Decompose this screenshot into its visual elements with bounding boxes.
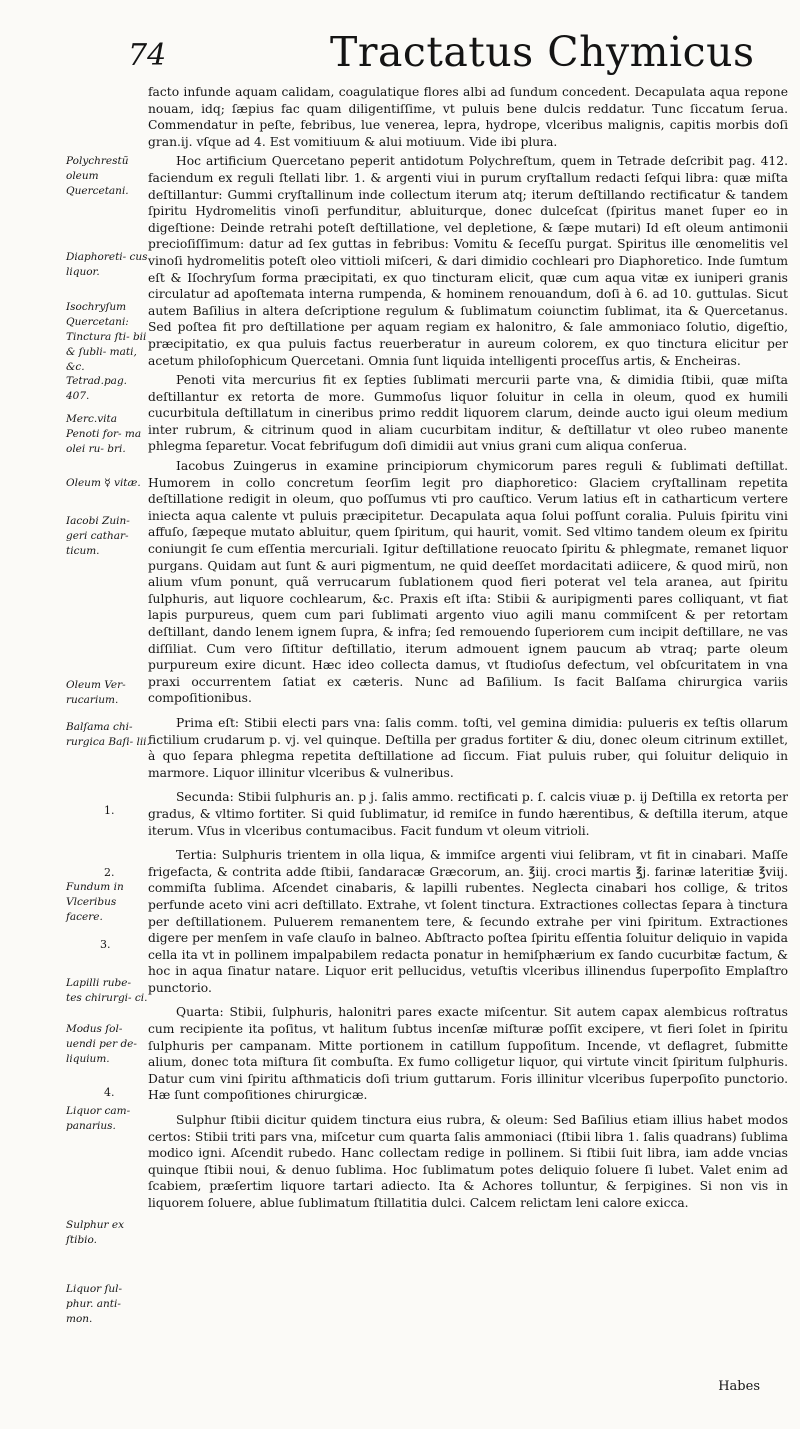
margin-note: Modus ſol- uendi per de- liquium.: [66, 1023, 137, 1065]
paragraph: Hoc artificium Quercetano peperit antidotum Polychreſtum, quem in Tetrade deſcribit pag. 412. faciendum ex reguli ſtellati libr. 1. & argenti viui in purum cryſtallum redacti ſeſqui libra: quæ miſta deſtillantur: Gummi cryſtallinum inde collectum iterum atq; iterum deſtillando rectificatur & tandem ſpiritu Hydromelitis vinoſi perfunditur, abluiturque, donec dulceſcat (ſpiritus manet ſuper eo in digeſtione: Deinde retrahi poteſt deſtillatione, vel depletione, & ſæpe mutari) Id eſt oleum antimonii precioſiſſimum: datur ad ſex guttas in febribus: Vomitu & ſeceſſu purgat. Spiritus ille œnomelitis vel vinoſi hydromelitis poteſt oleo vittioli miſceri, & dari dimidio cochleari pro Diaphoretico. Inde ſumtum eſt & Iſochryſum forma præcipitati, ex quo tincturam elicit, quæ cum aqua vitæ ex iuniperi granis circulatur ad apoſtemata interna rumpenda, & hominem renouandum, doſi à 6. ad 10. guttulas. Sicut autem Baſilius in altera deſcriptione regulum & ſublimatum coiunctim ſublimat, ita & Quercetanus. Sed poſtea fit pro deſtillatione per aquam regiam ex halonitro, & ſale ammoniaco ſolutio, digeſtio, præcipitatio, ex qua puluis factus reuerberatur in aureum colorem, ex quo tinctura elicitur per acetum philoſophicum Quercetani. Omnia ſunt liquida intelligenti proceſſus artis, & Encheiras.: [148, 154, 788, 368]
margin-note: Diaphoreti- cus liquor.: [66, 251, 148, 278]
margin-note: Lapilli rube- tes chirurgi- ci.: [66, 977, 148, 1004]
paragraph: facto infunde aquam calidam, coagulatique flores albi ad ſundum concedent. Decapulata aqua repone nouam, idq; ſæpius fac quam diligentiſſime, vt puluis bene dulcis reddatur. Tunc ſiccatum ſerua. Commendatur in peſte, febribus, lue venerea, lepra, hydrope, vlceribus malignis, capitis morbis doſi gran.ij. vſque ad 4. Est vomitiuum & alui motiuum. Vide ibi plura.: [148, 85, 788, 149]
section-number: 3.: [100, 938, 111, 951]
paragraph: Quarta: Stibii, ſulphuris, halonitri pares exacte miſcentur. Sit autem capax alembicus roſtratus cum recipiente ita poſitus, vt halitum ſubtus incenſæ miſturæ poſſit excipere, vt fieri ſolet in ſpiritu ſulphuris per campanam. Mitte portionem in catillum ſuppoſitum. Incende, vt deflagret, ſubmitte alium, donec tota miſtura ſit combuſta. Ex fumo colligetur liquor, qui virtute vincit ſpiritum ſulphuris. Datur cum vini ſpiritu aſthmaticis doſi trium guttarum. Foris illinitur vlceribus ſuperpoſito punctorio. Hæ ſunt compoſitiones chirurgicæ.: [148, 1005, 788, 1103]
section-number: 4.: [104, 1086, 115, 1099]
paragraph: Sulphur ſtibii dicitur quidem tinctura eius rubra, & oleum: Sed Baſilius etiam illius habet modos certos: Stibii triti pars vna, miſcetur cum quarta ſalis ammoniaci (ſtibii libra 1. ſalis quadrans) ſublima modico igni. Aſcendit rubedo. Hanc collectam redige in pollinem. Si ſtibii ſuit libra, iam adde vncias quinque ſtibii noui, & denuo ſublima. Hoc ſublimatum potes deliquio ſoluere ſi lubet. Valet enim ad ſcabiem, præſertim liquore tartari adiecto. Ita & Achores tolluntur, & ſerpigines. Si non vis in liquorem ſoluere, ablue ſublimatum ſtillatitia dulci. Calcem relictam leni calore exicca.: [148, 1113, 788, 1210]
margin-note: Oleum Ver- rucarium.: [66, 679, 126, 706]
margin-note: Polychrestũ oleum Quercetani.: [66, 155, 129, 197]
paragraph: Prima eſt: Stibii electi pars vna: ſalis comm. toſti, vel gemina dimidia: pulueris ex teſtis ollarum fictilium crudarum p. vj. vel quinque. Deſtilla per gradus fortiter & diu, donec oleum citrinum extillet, à quo ſepara phlegma repetita deſtillatione ad ſiccum. Fiat puluis ruber, qui ſoluitur deliquio in marmore. Liquor illinitur vlceribus & vulneribus.: [148, 715, 788, 780]
main-text: [148, 84, 788, 1215]
page-number: 74: [128, 38, 167, 73]
margin-note: Sulphur ex ſtibio.: [66, 1219, 125, 1246]
paragraph: Tertia: Sulphuris trientem in olla liqua, & immiſce argenti viui ſelibram, vt fit in cinabari. Maſſe frigefacta, & contrita adde ſtibii, ſandaracæ Græcorum, an. ℥iij. croci martis ℥j. farinæ lateritiæ ℥viij. commiſta ſublima. Aſcendet cinabaris, & lapilli rubentes. Neglecta cinabari hos collige, & tritos perfunde aceto vini acri deſtillato. Extrahe, vt ſolent tinctura. Extractiones collectas ſepara à tinctura per deſtillationem. Puluerem remanentem tere, & ſecundo extrahe per vini ſpiritum. Extractiones digere per menſem in vaſe clauſo in balneo. Abſtracto poſtea ſpiritu eſſentia ſoluitur deliquio in vapida cella ita vt in pollinem impalpabilem redacta ponatur in hemiſphærium ex ſando cucurbitæ factum, & hoc in aqua ſinatur natare. Liquor erit pellucidus, vetuſtis vlceribus illinendus ſuperpoſito Emplaſtro punctorio.: [148, 848, 788, 995]
page-header: [0, 14, 800, 74]
catchword: Habes: [718, 1379, 760, 1394]
margin-note: Liquor ſul- phur. anti- mon.: [66, 1283, 123, 1325]
margin-note: Iacobi Zuin- geri cathar- ticum.: [66, 515, 130, 557]
paragraph: Penoti vita mercurius fit ex ſepties ſublimati mercurii parte vna, & dimidia ſtibii, quæ miſta deſtillantur ex retorta de more. Gummoſus liquor ſoluitur in cella in oleum, quod ex humili cucurbitula deſtillatum in cineribus primo reddit liquorem clarum, deinde aucto igui oleum medium inter rubrum, & citrinum quod in aliam cucurbitam inditur, & deſtillatur vt oleo rubeo manente phlegma ſeparetur. Vocat febrifugum doſi dimidii aut vnius grani cum aliqua conſerua.: [148, 373, 788, 454]
paragraph: Secunda: Stibii ſulphuris an. p j. ſalis ammo. rectificati p. ſ. calcis viuæ p. ij Deſtilla ex retorta per gradus, & vltimo fortiter. Si quid ſublimatur, id remiſce in fundo hærentibus, & deſtilla iterum, atque iterum. Vſus in vlceribus contumacibus. Facit fundum vt oleum vitrioli.: [148, 790, 788, 838]
paragraph: Iacobus Zuingerus in examine principiorum chymicorum pares reguli & ſublimati deſtillat. Humorem in collo concretum ſeorſim legit pro diaphoretico: Glaciem cryſtallinam repetita deſtillatione redigit in oleum, quo poſſumus vti pro cauſtico. Verum latius eſt in catharticum vertere iniecta aqua calente vt puluis præcipitetur. Decapulata aqua ſolui poſſunt coralia. Puluis ſpiritu vini affuſo, ſæpeque mutato abluitur, quem ſpiritum, qui haurit, vomit. Sed vltimo tandem oleum ex ſpiritu coniungit ſe cum eſſentia mercuriali. Igitur deſtillatione reuocato ſpiritu & phlegmate, remanet liquor purgans. Quidam aut ſunt & auri pigmentum, ne quid deeſſet mordacitati adiicere, & quod mirũ, non alium vſum ponunt, quã verrucarum ſublationem quod fieri poterat vel tela aranea, aut ſpiritu ſulphuris, aut liquore cochlearum, &c. Praxis eſt iſta: Stibii & auripigmenti pares colliquant, vt fiat lapis purpureus, quem cum pari ſublimati argento viuo agili manu commiſcent & per retortam deſtillant, dando lenem ignem ſupra, & infra; ſed remouendo ſuperiorem cum incipit deſtillare, ne vas diſſiliat. Cum vero ſiſtitur deſtillatio, iterum admouent ignem paucum ab vtraq; parte oleum purpureum exire dicunt. Hæc ideo collecta damus, vt ſtudioſus defectum, vel obſcuritatem in vna praxi occurrentem ſatiat ex cæteris. Nunc ad Baſilium. Is facit Balſama chirurgica variis compoſitionibus.: [148, 459, 788, 706]
running-head: Tractatus Chymicus: [330, 28, 755, 76]
section-number: 2.: [104, 866, 115, 879]
margin-note: Isochryſum Quercetani: Tinctura ſti- bii & ſubli- mati, &c.: [66, 301, 147, 373]
margin-note: Liquor cam- panarius.: [66, 1105, 131, 1132]
margin-note: Fundum in Vlceribus facere.: [66, 881, 124, 923]
margin-note: Oleum ☿ vitæ.: [66, 477, 141, 489]
margin-note: Merc.vita Penoti for- ma olei ru- bri.: [66, 413, 142, 455]
section-number: 1.: [104, 804, 115, 817]
margin-note: Tetrad.pag. 407.: [66, 375, 128, 402]
margin-note: Balſama chi- rurgica Baſi- lii.: [66, 721, 150, 748]
